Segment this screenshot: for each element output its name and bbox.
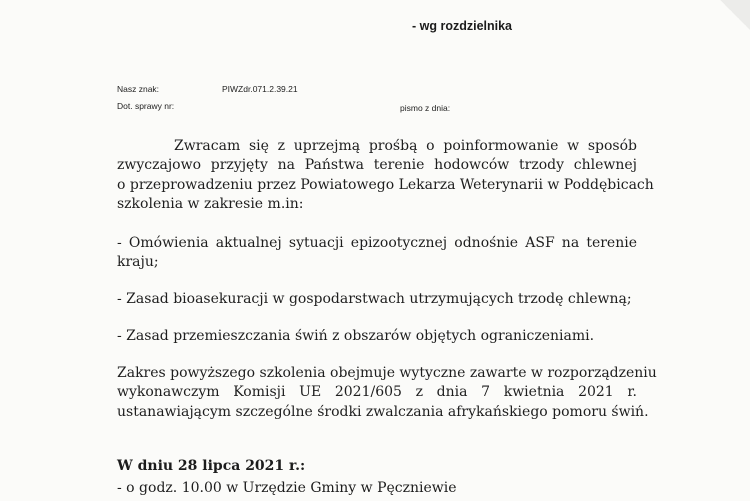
scope-paragraph [117,364,657,422]
list-item-asf [117,234,637,273]
list-item-line: - Omówienia aktualnej sytuacji epizootycznej odnośnie ASF na terenie [117,235,637,251]
intro-line: zwyczajowo przyjęty na Państwa terenie hodowców trzody chlewnej [117,157,637,174]
scope-line: Zakres powyższego szkolenia obejmuje wytyczne zawarte w rozporządzeniu [117,365,657,381]
list-item-przemieszczanie [117,327,637,346]
reference-number: PIWZdr.071.2.39.21 [222,84,298,94]
intro-line: Zwracam się z uprzejmą prośbą o poinformowanie w sposób [174,138,637,154]
intro-line: szkolenia w zakresie m.in: [117,196,304,213]
list-item-line: - Zasad przemieszczania świń z obszarów objętych ograniczeniami. [117,328,595,344]
list-item-bioasekuracja [117,290,637,309]
scope-line: ustanawiającym szczególne środki zwalczania afrykańskiego pomoru świń. [117,403,649,420]
reference-label: Nasz znak: [117,84,160,94]
addressee: - wg rozdzielnika [412,19,513,33]
scope-line: wykonawczym Komisji UE 2021/605 z dnia 7 kwietnia 2021 r. [117,384,637,401]
schedule-item: - o godz. 10.00 w Urzędzie Gminy w Pęczniewie [117,480,457,496]
case-number-label: Dot. sprawy nr: [117,101,175,111]
intro-paragraph [117,137,654,215]
list-item-line: - Zasad bioasekuracji w gospodarstwach utrzymujących trzodę chlewną; [117,291,632,307]
intro-line: o przeprowadzeniu przez Powiatowego Lekarza Weterynarii w Poddębicach [117,176,654,193]
page-corner-shadow [720,0,750,30]
training-date-heading: W dniu 28 lipca 2021 r.: [117,458,306,474]
letter-date-label: pismo z dnia: [400,103,451,113]
list-item-line: kraju; [117,254,159,271]
